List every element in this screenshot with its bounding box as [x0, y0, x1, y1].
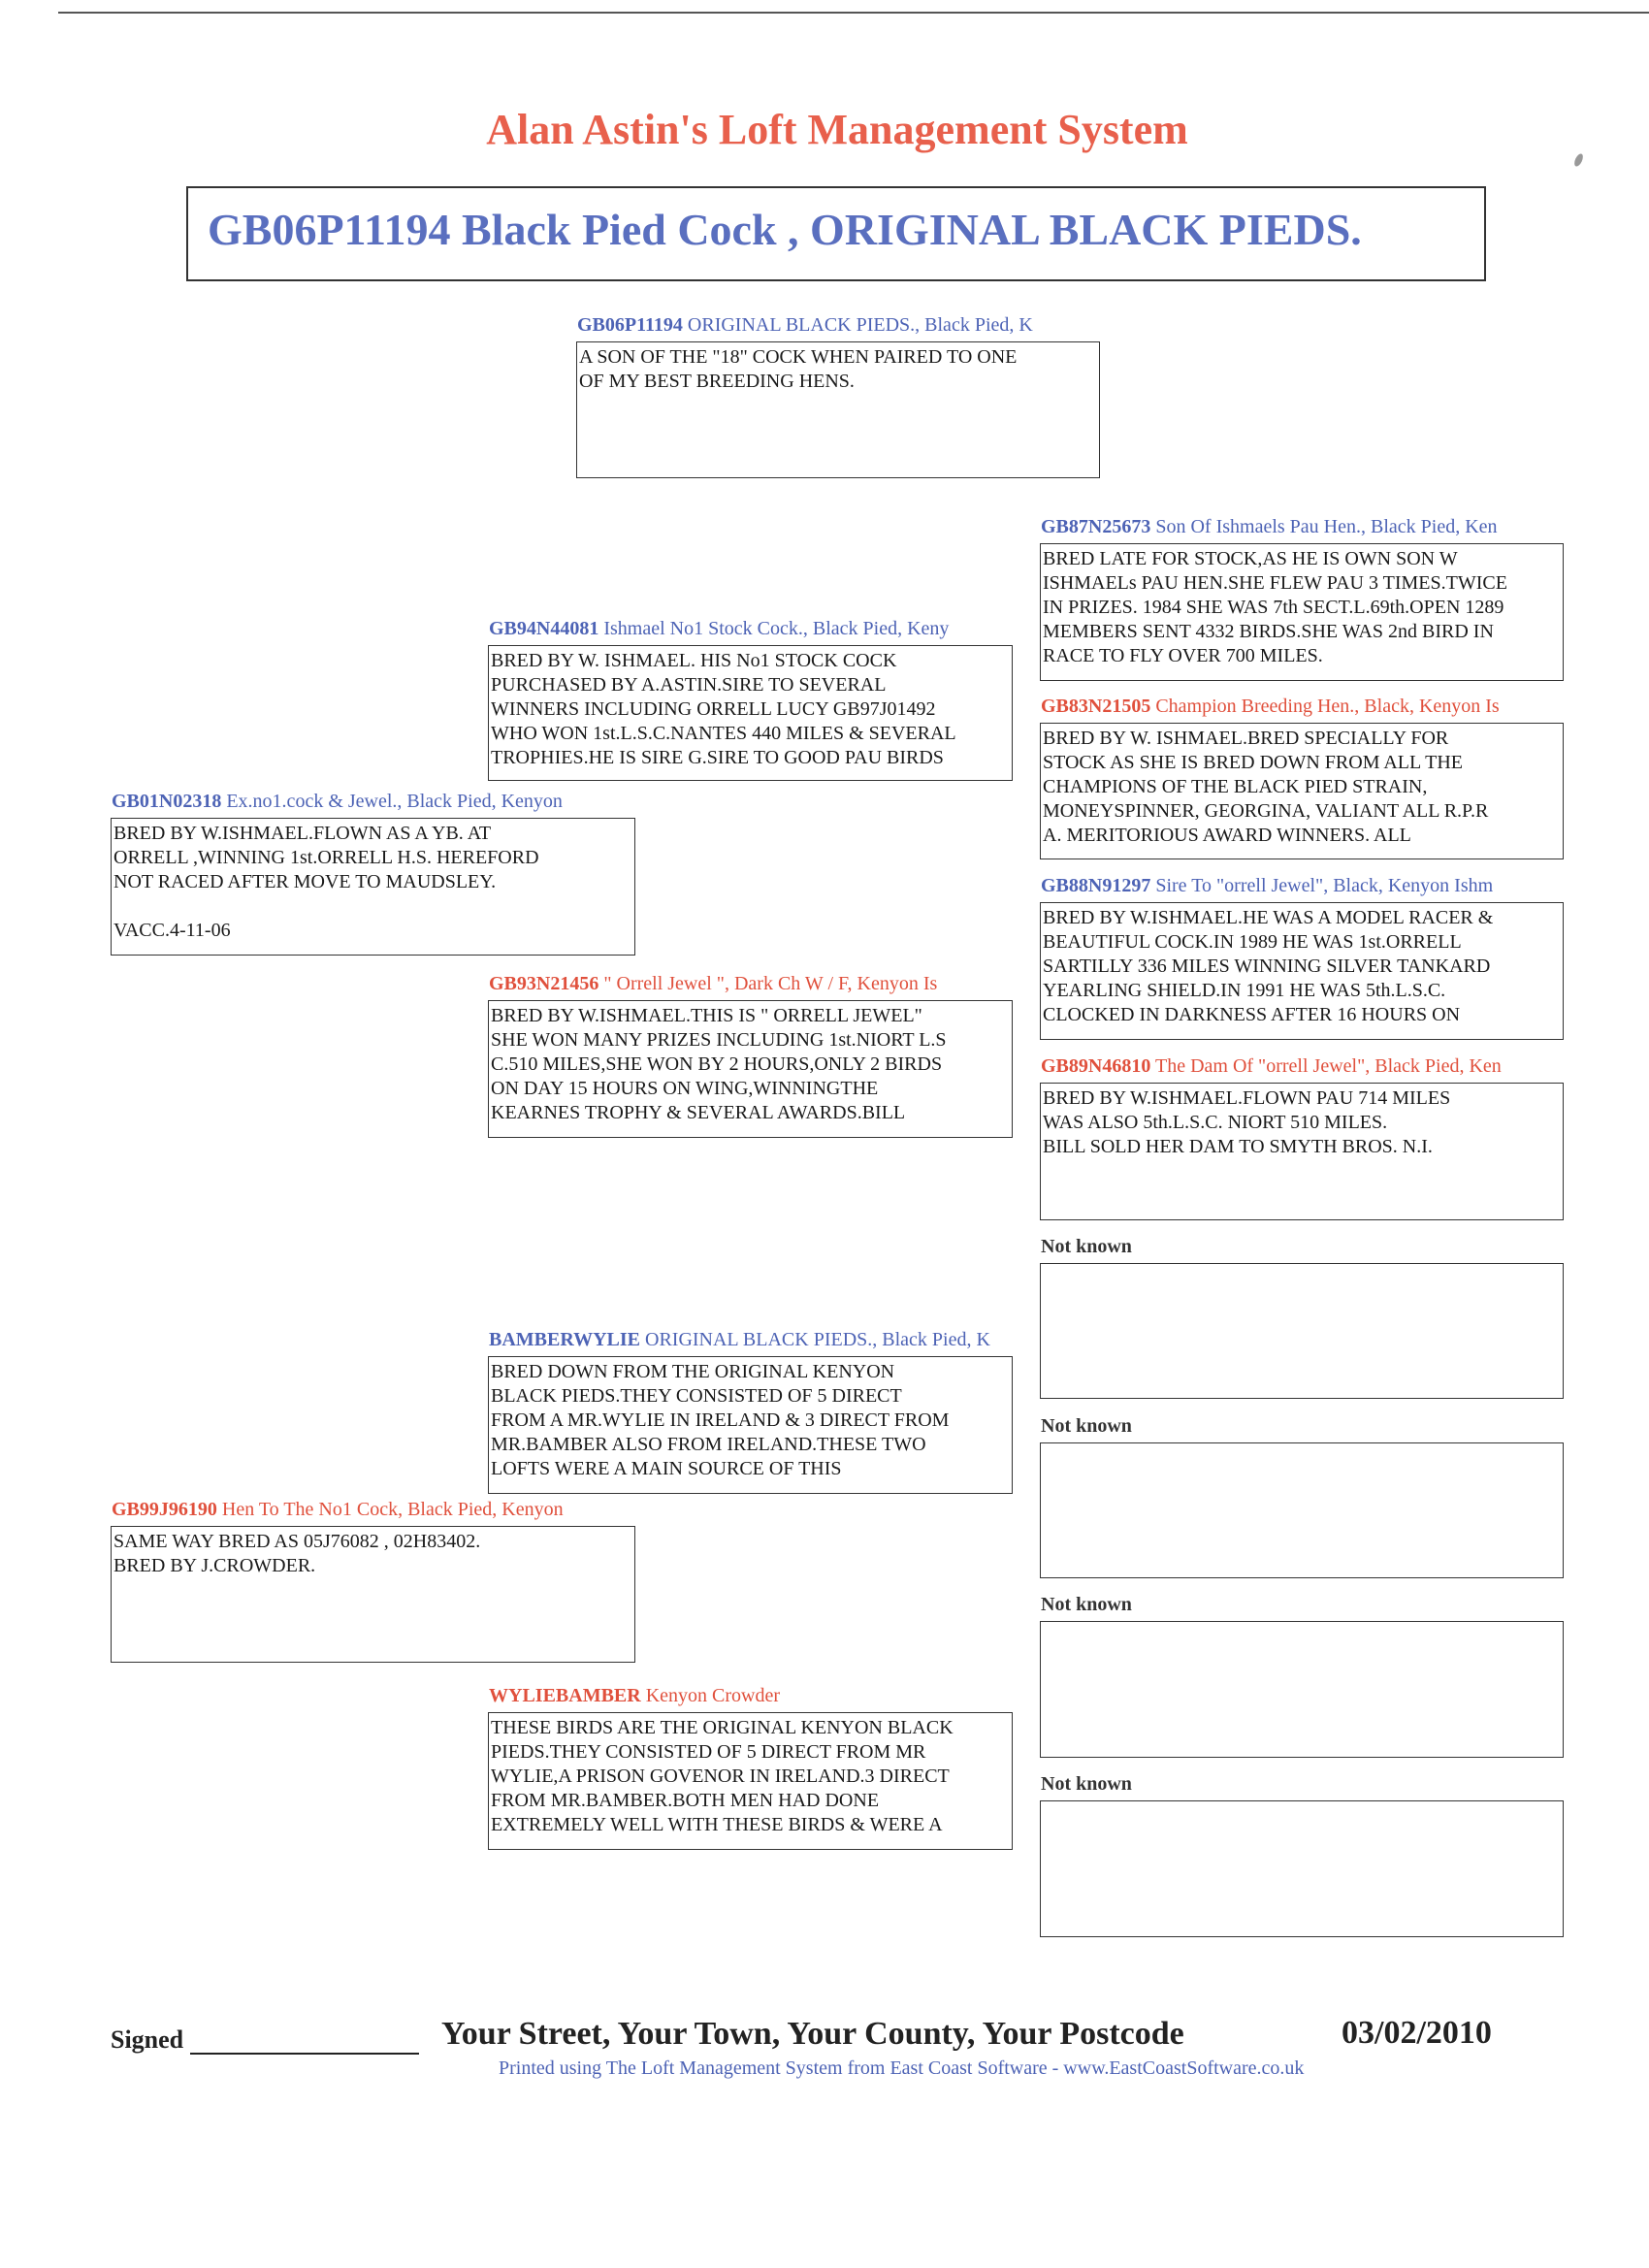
ss-sire-label: [1041, 516, 1565, 538]
page-title: GB06P11194 Black Pied Cock , ORIGINAL BLACK PIEDS.: [208, 205, 1362, 254]
sd-sire-label: [1041, 875, 1565, 897]
signature-line: [190, 2053, 419, 2055]
print-date: 03/02/2010: [1342, 2015, 1492, 2051]
sire-sire-desc: Ishmael No1 Stock Cock., Black Pied, Keny: [598, 618, 950, 639]
printed-by-note: Printed using The Loft Management System from East Coast Software - www.EastCoastSoftware.co.uk: [499, 2057, 1305, 2079]
sd-dam-label: [1041, 1055, 1565, 1078]
system-title: Alan Astin's Loft Management System: [486, 106, 1188, 153]
ss-dam-notes: BRED BY W. ISHMAEL.BRED SPECIALLY FOR STOCK AS SHE IS BRED DOWN FROM ALL THE CHAMPIONS OF THE BLACK PIED STRAIN, MONEYSPINNER, GEORGINA, VALIANT ALL R.P.R A. MERITORIOUS AWARD WINNERS. ALL: [1040, 723, 1564, 859]
subject-desc: ORIGINAL BLACK PIEDS., Black Pied, K: [682, 314, 1033, 336]
dam-sire-notes: BRED DOWN FROM THE ORIGINAL KENYON BLACK PIEDS.THEY CONSISTED OF 5 DIRECT FROM A MR.WYLIE IN IRELAND & 3 DIRECT FROM MR.BAMBER ALSO FROM IRELAND.THESE TWO LOFTS WERE A MAIN SOURCE OF THIS: [488, 1356, 1013, 1494]
sire-desc: Ex.no1.cock & Jewel., Black Pied, Kenyon: [221, 791, 563, 812]
unknown-label-4: Not known: [1041, 1773, 1132, 1795]
ss-dam-ring: GB83N21505: [1041, 696, 1151, 717]
sd-sire-notes: BRED BY W.ISHMAEL.HE WAS A MODEL RACER & BEAUTIFUL COCK.IN 1989 HE WAS 1st.ORRELL SARTILLY 336 MILES WINNING SILVER TANKARD YEARLING SHIELD.IN 1991 HE WAS 5th.L.S.C. CLOCKED IN DARKNESS AFTER 16 HOURS ON: [1040, 902, 1564, 1040]
ss-sire-ring: GB87N25673: [1041, 516, 1151, 537]
dam-label: [112, 1499, 635, 1521]
subject-label: [577, 314, 1101, 337]
unknown-notes-1: [1040, 1263, 1564, 1399]
dam-dam-label: [489, 1685, 1013, 1707]
sire-dam-ring: GB93N21456: [489, 973, 599, 994]
unknown-label-2: Not known: [1041, 1415, 1132, 1437]
subject-ring: GB06P11194: [577, 314, 683, 336]
unknown-notes-3: [1040, 1621, 1564, 1758]
header-box: [186, 186, 1486, 281]
sd-dam-notes: BRED BY W.ISHMAEL.FLOWN PAU 714 MILES WAS ALSO 5th.L.S.C. NIORT 510 MILES. BILL SOLD HER DAM TO SMYTH BROS. N.I.: [1040, 1083, 1564, 1220]
sire-ring: GB01N02318: [112, 791, 222, 812]
dam-ring: GB99J96190: [112, 1499, 217, 1520]
sire-sire-notes: BRED BY W. ISHMAEL. HIS No1 STOCK COCK PURCHASED BY A.ASTIN.SIRE TO SEVERAL WINNERS INCLUDING ORRELL LUCY GB97J01492 WHO WON 1st.L.S.C.NANTES 440 MILES & SEVERAL TROPHIES.HE IS SIRE G.SIRE TO GOOD PAU BIRDS: [488, 645, 1013, 781]
sire-dam-label: [489, 973, 1013, 995]
subject-notes: A SON OF THE "18" COCK WHEN PAIRED TO ONE OF MY BEST BREEDING HENS.: [576, 341, 1100, 478]
unknown-notes-4: [1040, 1800, 1564, 1937]
scan-speck: [1572, 152, 1584, 168]
sire-sire-ring: GB94N44081: [489, 618, 599, 639]
sire-sire-label: [489, 618, 1013, 640]
unknown-label-1: Not known: [1041, 1236, 1132, 1257]
ss-dam-label: [1041, 696, 1565, 718]
unknown-label-3: Not known: [1041, 1594, 1132, 1615]
dam-sire-desc: ORIGINAL BLACK PIEDS., Black Pied, K: [640, 1329, 990, 1350]
sd-dam-desc: The Dam Of "orrell Jewel", Black Pied, Ken: [1150, 1055, 1502, 1077]
signed-label: Signed: [111, 2025, 184, 2054]
ss-sire-notes: BRED LATE FOR STOCK,AS HE IS OWN SON W ISHMAELs PAU HEN.SHE FLEW PAU 3 TIMES.TWICE IN PRIZES. 1984 SHE WAS 7th SECT.L.69th.OPEN 1289 MEMBERS SENT 4332 BIRDS.SHE WAS 2nd BIRD IN RACE TO FLY OVER 700 MILES.: [1040, 543, 1564, 681]
dam-sire-ring: BAMBERWYLIE: [489, 1329, 640, 1350]
sire-dam-notes: BRED BY W.ISHMAEL.THIS IS " ORRELL JEWEL" SHE WON MANY PRIZES INCLUDING 1st.NIORT L.S C.510 MILES,SHE WON BY 2 HOURS,ONLY 2 BIRDS ON DAY 15 HOURS ON WING,WINNINGTHE KEARNES TROPHY & SEVERAL AWARDS.BILL: [488, 1000, 1013, 1138]
sd-sire-ring: GB88N91297: [1041, 875, 1151, 896]
ss-sire-desc: Son Of Ishmaels Pau Hen., Black Pied, Ken: [1150, 516, 1498, 537]
ss-dam-desc: Champion Breeding Hen., Black, Kenyon Is: [1150, 696, 1500, 717]
owner-address: Your Street, Your Town, Your County, Your Postcode: [441, 2016, 1184, 2052]
dam-dam-notes: THESE BIRDS ARE THE ORIGINAL KENYON BLACK PIEDS.THEY CONSISTED OF 5 DIRECT FROM MR WYLIE,A PRISON GOVENOR IN IRELAND.3 DIRECT FROM MR.BAMBER.BOTH MEN HAD DONE EXTREMELY WELL WITH THESE BIRDS & WERE A: [488, 1712, 1013, 1850]
sire-notes: BRED BY W.ISHMAEL.FLOWN AS A YB. AT ORRELL ,WINNING 1st.ORRELL H.S. HEREFORD NOT RACED AFTER MOVE TO MAUDSLEY. VACC.4-11-06: [111, 818, 635, 956]
sd-dam-ring: GB89N46810: [1041, 1055, 1151, 1077]
dam-dam-ring: WYLIEBAMBER: [489, 1685, 641, 1706]
unknown-notes-2: [1040, 1442, 1564, 1578]
sire-dam-desc: " Orrell Jewel ", Dark Ch W / F, Kenyon Is: [598, 973, 938, 994]
scan-top-border: [58, 12, 1649, 14]
sire-label: [112, 791, 635, 813]
dam-dam-desc: Kenyon Crowder: [640, 1685, 781, 1706]
dam-sire-label: [489, 1329, 1042, 1351]
dam-notes: SAME WAY BRED AS 05J76082 , 02H83402. BRED BY J.CROWDER.: [111, 1526, 635, 1663]
dam-desc: Hen To The No1 Cock, Black Pied, Kenyon: [216, 1499, 564, 1520]
sd-sire-desc: Sire To "orrell Jewel", Black, Kenyon Ishm: [1150, 875, 1494, 896]
